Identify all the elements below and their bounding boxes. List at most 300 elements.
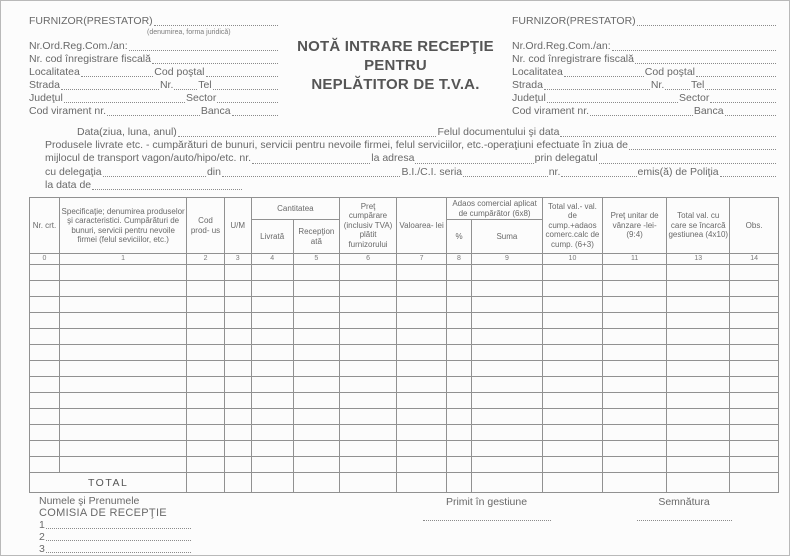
table-cell [59, 409, 186, 425]
table-cell [667, 329, 730, 345]
products-line [45, 139, 777, 152]
table-cell [293, 441, 339, 457]
furnizor-label: FURNIZOR(PRESTATOR) [512, 15, 636, 27]
dotted-line [103, 167, 206, 177]
table-cell [396, 361, 446, 377]
locality-label: Localitatea [29, 66, 80, 78]
col-header-obs: Obs. [730, 198, 779, 254]
dotted-line [217, 93, 278, 103]
table-cell [602, 313, 666, 329]
table-cell [59, 281, 186, 297]
table-cell [667, 297, 730, 313]
table-row [30, 409, 779, 425]
dotted-line [152, 54, 278, 64]
table-cell [667, 313, 730, 329]
table-cell [293, 361, 339, 377]
table-cell [224, 281, 251, 297]
form-header [29, 13, 777, 118]
sector-label: Sector [186, 92, 217, 104]
table-cell [224, 313, 251, 329]
table-cell [396, 457, 446, 473]
table-cell [396, 409, 446, 425]
col-header-um: U/M [224, 198, 251, 254]
title-line-2: PENTRU [364, 57, 427, 74]
dotted-line [46, 531, 191, 541]
street-nr-label: Nr. [159, 79, 174, 91]
county-label: Judeţul [29, 92, 63, 104]
table-cell [471, 393, 542, 409]
total-cell [602, 473, 666, 493]
postal-label: Cod poştal [154, 66, 205, 78]
table-cell [187, 377, 224, 393]
table-cell [447, 265, 472, 281]
dotted-line [222, 167, 400, 177]
street-nr-label: Nr. [650, 79, 665, 91]
table-cell [602, 425, 666, 441]
table-cell [471, 409, 542, 425]
issue-date-line [45, 179, 777, 192]
col-number: 3 [224, 254, 251, 265]
table-cell [30, 457, 60, 473]
table-cell [667, 457, 730, 473]
dotted-line [129, 41, 278, 51]
table-cell [602, 345, 666, 361]
table-cell [340, 441, 397, 457]
total-cell [224, 473, 251, 493]
table-cell [447, 377, 472, 393]
table-cell [30, 297, 60, 313]
col-number: 1 [59, 254, 186, 265]
table-cell [340, 329, 397, 345]
received-in-custody-block [379, 496, 594, 521]
table-cell [730, 441, 779, 457]
table-cell [251, 281, 293, 297]
date-label: Data(ziua, luna, anul) [77, 126, 177, 138]
table-cell [730, 345, 779, 361]
table-cell [471, 345, 542, 361]
table-row [30, 441, 779, 457]
table-cell [187, 329, 224, 345]
table-cell [340, 425, 397, 441]
dotted-line [720, 167, 776, 177]
county-label: Judeţul [512, 92, 546, 104]
dotted-line [81, 67, 154, 77]
table-cell [543, 313, 603, 329]
col-number: 8 [447, 254, 472, 265]
bank-label: Banca [693, 105, 724, 117]
table-cell [447, 329, 472, 345]
table-cell [59, 425, 186, 441]
col-header-nr-crt: Nr. crt. [30, 198, 60, 254]
table-row [30, 425, 779, 441]
table-cell [59, 441, 186, 457]
table-cell [187, 457, 224, 473]
table-cell [59, 393, 186, 409]
id-series-label: B.I./C.I. seria [401, 165, 463, 178]
table-cell [471, 361, 542, 377]
table-cell [340, 313, 397, 329]
table-cell [187, 281, 224, 297]
table-cell [187, 409, 224, 425]
dotted-line [599, 154, 776, 164]
dotted-line [213, 80, 278, 90]
member-number: 2 [39, 531, 45, 544]
table-cell [293, 409, 339, 425]
table-cell [602, 377, 666, 393]
table-cell [447, 313, 472, 329]
reg-line [512, 40, 777, 53]
table-cell [667, 377, 730, 393]
table-cell [730, 377, 779, 393]
tel-label: Tel [690, 79, 705, 91]
table-cell [187, 313, 224, 329]
table-cell [187, 265, 224, 281]
table-cell [251, 361, 293, 377]
table-cell [187, 345, 224, 361]
col-header-receptionata: Recepţion ată [293, 220, 339, 254]
document-title [285, 13, 506, 118]
table-cell [543, 297, 603, 313]
table-cell [293, 377, 339, 393]
table-cell [340, 377, 397, 393]
total-cell [293, 473, 339, 493]
payment-line [29, 105, 279, 118]
furnizor-left-block [29, 13, 279, 118]
table-cell [602, 457, 666, 473]
table-cell [730, 409, 779, 425]
dotted-line [590, 106, 693, 116]
reg-label: Nr.Ord.Reg.Com./an: [512, 40, 611, 52]
commission-member-line [39, 531, 379, 543]
signature-dotted-line [423, 510, 551, 521]
nir-table [29, 197, 779, 493]
table-cell [471, 265, 542, 281]
date-doc-line [45, 126, 777, 139]
form-footer [29, 493, 777, 555]
col-number: 13 [667, 254, 730, 265]
table-cell [602, 441, 666, 457]
delegation-label: cu delegaţia [45, 165, 102, 178]
table-cell [447, 457, 472, 473]
table-cell [667, 345, 730, 361]
table-cell [543, 265, 603, 281]
table-cell [340, 393, 397, 409]
delegate-label: prin delegatul [534, 152, 598, 165]
county-line [512, 92, 777, 105]
transport-label: mijlocul de transport vagon/auto/hipo/etc. nr. [45, 152, 252, 165]
bank-label: Banca [200, 105, 231, 117]
table-cell [30, 393, 60, 409]
table-cell [224, 377, 251, 393]
table-cell [30, 441, 60, 457]
table-cell [30, 265, 60, 281]
total-cell [340, 473, 397, 493]
table-cell [543, 425, 603, 441]
table-cell [293, 393, 339, 409]
table-cell [224, 345, 251, 361]
table-cell [224, 297, 251, 313]
col-number: 6 [340, 254, 397, 265]
table-cell [667, 361, 730, 377]
fiscal-line [29, 53, 279, 66]
table-cell [30, 425, 60, 441]
table-cell [543, 393, 603, 409]
table-cell [447, 345, 472, 361]
issue-date-label: la data de [45, 178, 92, 191]
table-cell [396, 345, 446, 361]
table-cell [251, 409, 293, 425]
col-header-total-cumparare: Total val.- val. de cump.+adaos comerc.calc de cump. (6+3) [543, 198, 603, 254]
table-cell [602, 281, 666, 297]
address-label: la adresa [371, 152, 415, 165]
dotted-line [206, 67, 279, 77]
table-cell [340, 297, 397, 313]
postal-label: Cod poştal [644, 66, 695, 78]
tel-label: Tel [198, 79, 212, 91]
col-header-suma: Suma [471, 220, 542, 254]
dotted-line [564, 67, 644, 77]
table-row [30, 281, 779, 297]
dotted-line [252, 154, 370, 164]
dotted-line [635, 54, 776, 64]
total-cell [251, 473, 293, 493]
table-row [30, 361, 779, 377]
table-cell [187, 393, 224, 409]
fiscal-label: Nr. cod înregistrare fiscală [29, 53, 151, 65]
col-number: 2 [187, 254, 224, 265]
table-cell [543, 409, 603, 425]
dotted-line [463, 167, 548, 177]
doc-type-label: Felul documentului şi data [437, 126, 560, 138]
transport-line [45, 152, 777, 165]
table-cell [471, 329, 542, 345]
table-cell [667, 281, 730, 297]
street-label: Strada [512, 79, 543, 91]
table-cell [447, 425, 472, 441]
fiscal-line [512, 53, 777, 66]
table-cell [471, 425, 542, 441]
table-cell [396, 377, 446, 393]
dotted-line [725, 106, 776, 116]
dotted-line [92, 180, 242, 190]
received-label: Primit în gestiune [445, 496, 528, 509]
table-cell [602, 361, 666, 377]
table-row [30, 329, 779, 345]
table-cell [340, 361, 397, 377]
table-cell [340, 457, 397, 473]
street-line [512, 79, 777, 92]
table-cell [224, 409, 251, 425]
reception-commission-block [39, 496, 379, 555]
table-cell [340, 281, 397, 297]
table-cell [293, 345, 339, 361]
dotted-line [547, 93, 678, 103]
table-cell [59, 265, 186, 281]
commission-member-line [39, 543, 379, 555]
table-cell [251, 393, 293, 409]
police-label: emis(ă) de Poliţia [637, 165, 719, 178]
table-cell [30, 313, 60, 329]
table-cell [730, 361, 779, 377]
table-cell [730, 265, 779, 281]
table-cell [251, 441, 293, 457]
title-line-3: NEPLĂTITOR DE T.V.A. [311, 76, 480, 93]
table-cell [340, 265, 397, 281]
document-details [45, 126, 777, 192]
furnizor-right-block [512, 13, 777, 118]
dotted-line [415, 154, 533, 164]
table-cell [30, 409, 60, 425]
table-cell [447, 297, 472, 313]
col-header-livrata: Livrată [251, 220, 293, 254]
table-cell [30, 345, 60, 361]
table-cell [251, 425, 293, 441]
table-cell [30, 377, 60, 393]
products-label: Produsele livrate etc. - cumpărături de bunuri, servicii pentru nevoile firmei, felul serviciilor, etc.-operaţiuni efectuate în ziua de [45, 139, 629, 152]
table-body [30, 265, 779, 473]
commission-label: COMISIA DE RECEPŢIE [39, 506, 167, 519]
total-cell [187, 473, 224, 493]
col-number: 7 [396, 254, 446, 265]
table-cell [667, 409, 730, 425]
table-cell [251, 329, 293, 345]
dotted-line [544, 80, 650, 90]
dotted-line [612, 41, 776, 51]
table-cell [730, 393, 779, 409]
table-cell [730, 425, 779, 441]
col-header-pret-cumparare: Preţ cumpărare (inclusiv TVA) plătit furnizorului [340, 198, 397, 254]
table-cell [224, 457, 251, 473]
table-cell [59, 297, 186, 313]
total-label: TOTAL [30, 473, 187, 493]
table-cell [59, 361, 186, 377]
payment-line [512, 105, 777, 118]
table-cell [471, 457, 542, 473]
delegation-line [45, 166, 777, 179]
table-cell [59, 377, 186, 393]
member-number: 3 [39, 543, 45, 556]
dotted-line [705, 80, 776, 90]
table-cell [471, 441, 542, 457]
dotted-line [61, 80, 159, 90]
table-cell [224, 425, 251, 441]
col-group-cantitatea: Cantitatea [251, 198, 339, 220]
table-cell [396, 441, 446, 457]
table-cell [59, 457, 186, 473]
table-cell [30, 329, 60, 345]
table-cell [251, 297, 293, 313]
table-cell [251, 265, 293, 281]
table-cell [187, 361, 224, 377]
table-cell [59, 313, 186, 329]
table-cell [340, 409, 397, 425]
table-cell [543, 329, 603, 345]
table-cell [667, 265, 730, 281]
table-cell [471, 313, 542, 329]
col-number: 10 [543, 254, 603, 265]
dotted-line [710, 93, 776, 103]
table-cell [340, 345, 397, 361]
table-cell [251, 377, 293, 393]
dotted-line [107, 106, 200, 116]
table-cell [187, 441, 224, 457]
col-number: 0 [30, 254, 60, 265]
id-nr-label: nr. [548, 165, 561, 178]
table-cell [447, 409, 472, 425]
total-cell [447, 473, 472, 493]
table-cell [293, 313, 339, 329]
col-number: 5 [293, 254, 339, 265]
col-number: 11 [602, 254, 666, 265]
table-cell [187, 297, 224, 313]
table-cell [602, 265, 666, 281]
table-cell [667, 441, 730, 457]
sector-label: Sector [679, 92, 710, 104]
dotted-line [174, 80, 197, 90]
table-cell [471, 297, 542, 313]
table-row [30, 297, 779, 313]
table-cell [396, 425, 446, 441]
table-cell [30, 361, 60, 377]
dotted-line [46, 519, 191, 529]
table-cell [396, 265, 446, 281]
county-line [29, 92, 279, 105]
dotted-line [637, 16, 776, 26]
signature-block [594, 496, 774, 521]
table-cell [251, 345, 293, 361]
table-cell [730, 313, 779, 329]
table-cell [293, 457, 339, 473]
total-cell [396, 473, 446, 493]
table-cell [251, 313, 293, 329]
street-line [29, 79, 279, 92]
dotted-line [46, 543, 191, 553]
col-number: 9 [471, 254, 542, 265]
table-cell [602, 329, 666, 345]
total-cell [730, 473, 779, 493]
commission-member-line [39, 519, 379, 531]
table-row [30, 393, 779, 409]
table-cell [293, 329, 339, 345]
table-row [30, 457, 779, 473]
table-cell [667, 393, 730, 409]
payment-label: Cod virament nr. [29, 105, 107, 117]
table-cell [471, 281, 542, 297]
table-cell [224, 361, 251, 377]
dotted-line [561, 167, 636, 177]
dotted-line [64, 93, 185, 103]
furnizor-title-line [29, 15, 279, 28]
table-cell [543, 345, 603, 361]
table-cell [187, 425, 224, 441]
table-cell [224, 329, 251, 345]
table-cell [293, 281, 339, 297]
table-cell [543, 457, 603, 473]
dotted-line [232, 106, 278, 116]
table-cell [602, 297, 666, 313]
table-cell [471, 377, 542, 393]
table-cell [730, 329, 779, 345]
col-header-cod-produs: Cod prod- us [187, 198, 224, 254]
table-cell [396, 329, 446, 345]
table-cell [602, 393, 666, 409]
table-cell [59, 345, 186, 361]
col-number: 14 [730, 254, 779, 265]
total-cell [543, 473, 603, 493]
total-row [30, 473, 779, 493]
total-cell [471, 473, 542, 493]
title-line-1: NOTĂ INTRARE RECEPŢIE [297, 38, 494, 55]
